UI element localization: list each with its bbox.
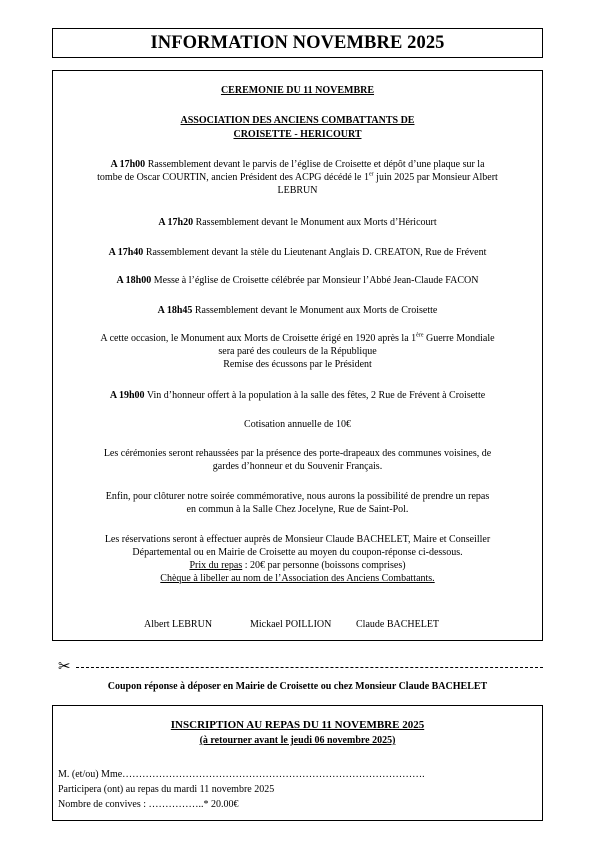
guests-field[interactable]: Nombre de convives : ……………..* 20.00€	[58, 799, 239, 810]
text-1700-line1: Rassemblement devant le parvis de l’église de Croisette et dépôt d’une plaque sur la	[145, 159, 485, 170]
scissors-icon: ✂	[58, 657, 71, 675]
program-item-1720	[59, 216, 536, 229]
reservation-line2: Départemental ou en Mairie de Croisette au moyen du coupon-réponse ci-dessous.	[132, 547, 463, 558]
monument-line3: Remise des écussons par le Président	[223, 359, 372, 370]
time-1800: A 18h00	[116, 275, 152, 286]
cheque-line: Chèque à libeller au nom de l’Association des Anciens Combattants.	[160, 573, 435, 584]
ceremonies-line1: Les cérémonies seront rehaussées par la présence des porte-drapeaux des communes voisines, de	[103, 448, 492, 459]
monument-line1a: A cette occasion, le Monument aux Morts de Croisette érigé en 1920 après la 1	[100, 333, 417, 344]
program-item-1700	[59, 158, 536, 197]
cut-line	[52, 657, 543, 675]
signature-albert-lebrun: Albert LEBRUN	[144, 619, 213, 630]
text-1720: Rassemblement devant le Monument aux Morts d’Héricourt	[193, 217, 437, 228]
monument-paragraph	[59, 332, 536, 371]
program-item-1845	[59, 304, 536, 317]
program-item-1740	[59, 246, 536, 259]
repas-line2: en commun à la Salle Chez Jocelyne, Rue de Saint-Pol.	[186, 504, 409, 515]
reservation-line1: Les réservations seront à effectuer auprès de Monsieur Claude BACHELET, Maire et Conseiller	[104, 534, 491, 545]
time-1845: A 18h45	[157, 305, 193, 316]
ceremony-heading: CEREMONIE DU 11 NOVEMBRE	[220, 85, 375, 96]
page-title: INFORMATION NOVEMBRE 2025	[150, 33, 445, 53]
form-title: INSCRIPTION AU REPAS DU 11 NOVEMBRE 2025	[170, 719, 425, 731]
price-line	[59, 559, 536, 572]
signature-claude-bachelet: Claude BACHELET	[356, 619, 440, 630]
time-1900: A 19h00	[109, 390, 145, 401]
monument-line1b: Guerre Mondiale	[423, 333, 495, 344]
text-1700-line2a: tombe de Oscar COURTIN, ancien Président des ACPG décédé le 1	[97, 172, 369, 183]
repas-line1: Enfin, pour clôturer notre soirée commémorative, nous aurons la possibilité de prendre un repas	[105, 491, 490, 502]
ceremonies-paragraph	[59, 447, 536, 473]
text-1700-line2b: juin 2025 par Monsieur Albert	[373, 172, 498, 183]
signature-mickael-poillion: Mickael POILLION	[250, 619, 332, 630]
association-line-1: ASSOCIATION DES ANCIENS COMBATTANTS DE	[180, 115, 415, 126]
monument-line2: sera paré des couleurs de la République	[218, 346, 377, 357]
program-item-1900	[59, 389, 536, 402]
text-1800: Messe à l’église de Croisette célébrée par Monsieur l’Abbé Jean-Claude FACON	[151, 275, 479, 286]
text-1845: Rassemblement devant le Monument aux Morts de Croisette	[192, 305, 438, 316]
price-label: Prix du repas	[189, 560, 243, 571]
reservation-paragraph	[59, 533, 536, 585]
ceremony-box	[52, 70, 543, 641]
superscript-er: er	[369, 171, 374, 178]
superscript-ere: ère	[416, 332, 424, 339]
time-1700: A 17h00	[110, 159, 146, 170]
time-1740: A 17h40	[108, 247, 144, 258]
title-box	[52, 28, 543, 58]
form-subtitle: (à retourner avant le jeudi 06 novembre 2025)	[199, 735, 396, 746]
time-1720: A 17h20	[158, 217, 194, 228]
participation-line: Participera (ont) au repas du mardi 11 novembre 2025	[58, 784, 275, 795]
text-1700-line3: LEBRUN	[277, 185, 318, 196]
association-line-2: CROISETTE - HERICOURT	[233, 129, 362, 140]
text-1740: Rassemblement devant la stèle du Lieutenant Anglais D. CREATON, Rue de Frévent	[143, 247, 487, 258]
price-text: : 20€ par personne (boissons comprises)	[242, 560, 406, 571]
ceremonies-line2: gardes d’honneur et du Souvenir Français.	[212, 461, 383, 472]
coupon-instruction: Coupon réponse à déposer en Mairie de Croisette ou chez Monsieur Claude BACHELET	[107, 681, 488, 692]
dashed-cut-line	[76, 667, 543, 668]
repas-paragraph	[59, 490, 536, 516]
cotisation-text: Cotisation annuelle de 10€	[244, 419, 351, 430]
text-1900: Vin d’honneur offert à la population à la salle des fêtes, 2 Rue de Frévent à Croisette	[144, 390, 486, 401]
program-item-1800	[59, 274, 536, 287]
name-field[interactable]: M. (et/ou) Mme……………………………………………………………………………….	[58, 769, 425, 780]
registration-form-box	[52, 705, 543, 821]
